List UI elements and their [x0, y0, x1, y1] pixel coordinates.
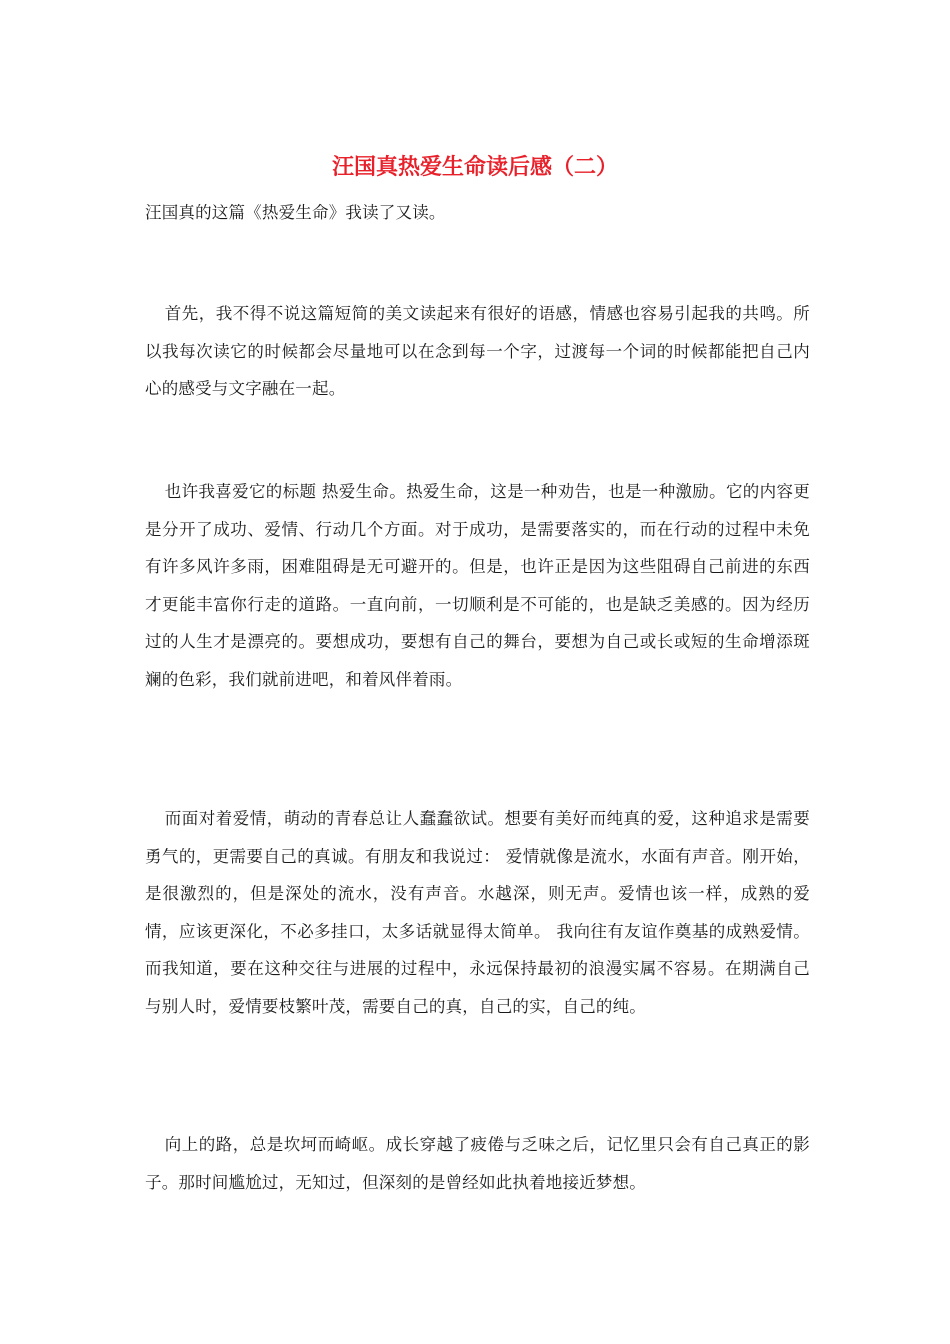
paragraph-4: 向上的路，总是坎坷而崎岖。成长穿越了疲倦与乏味之后，记忆里只会有自己真正的影子。那时间尴尬过，无知过，但深刻的是曾经如此执着地接近梦想。	[145, 1135, 810, 1192]
paragraph-1: 首先，我不得不说这篇短简的美文读起来有很好的语感，情感也容易引起我的共鸣。所以我每次读它的时候都会尽量地可以在念到每一个字，过渡每一个词的时候都能把自己内心的感受与文字融在一起。	[145, 304, 810, 398]
paragraph-2: 也许我喜爱它的标题 热爱生命。热爱生命，这是一种劝告，也是一种激励。它的内容更是分开了成功、爱情、行动几个方面。对于成功，是需要落实的，而在行动的过程中未免有许多风许多雨，困难阻碍是无可避开的。但是，也许正是因为这些阻碍自己前进的东西才更能丰富你行走的道路。一直向前，一切顺利是不可能的，也是缺乏美感的。因为经历过的人生才是漂亮的。要想成功，要想有自己的舞台，要想为自己或长或短的生命增添斑斓的色彩，我们就前进吧，和着风伴着雨。	[145, 482, 810, 689]
document-title: 汪国真热爱生命读后感（二）	[331, 154, 618, 180]
intro-paragraph: 汪国真的这篇《热爱生命》我读了又读。	[145, 203, 446, 222]
paragraph-3: 而面对着爱情，萌动的青春总让人蠢蠢欲试。想要有美好而纯真的爱，这种追求是需要勇气的，更需要自己的真诚。有朋友和我说过： 爱情就像是流水，水面有声音。刚开始，是很激烈的，但是深处的流水，没有声音。水越深，则无声。爱情也该一样，成熟的爱情，应该更深化，不必多挂口，太多话就显得太简单。 我向往有友谊作奠基的成熟爱情。而我知道，要在这种交往与进展的过程中，永远保持最初的浪漫实属不容易。在期满自己与别人时，爱情要枝繁叶茂，需要自己的真，自己的实，自己的纯。	[145, 809, 810, 1016]
